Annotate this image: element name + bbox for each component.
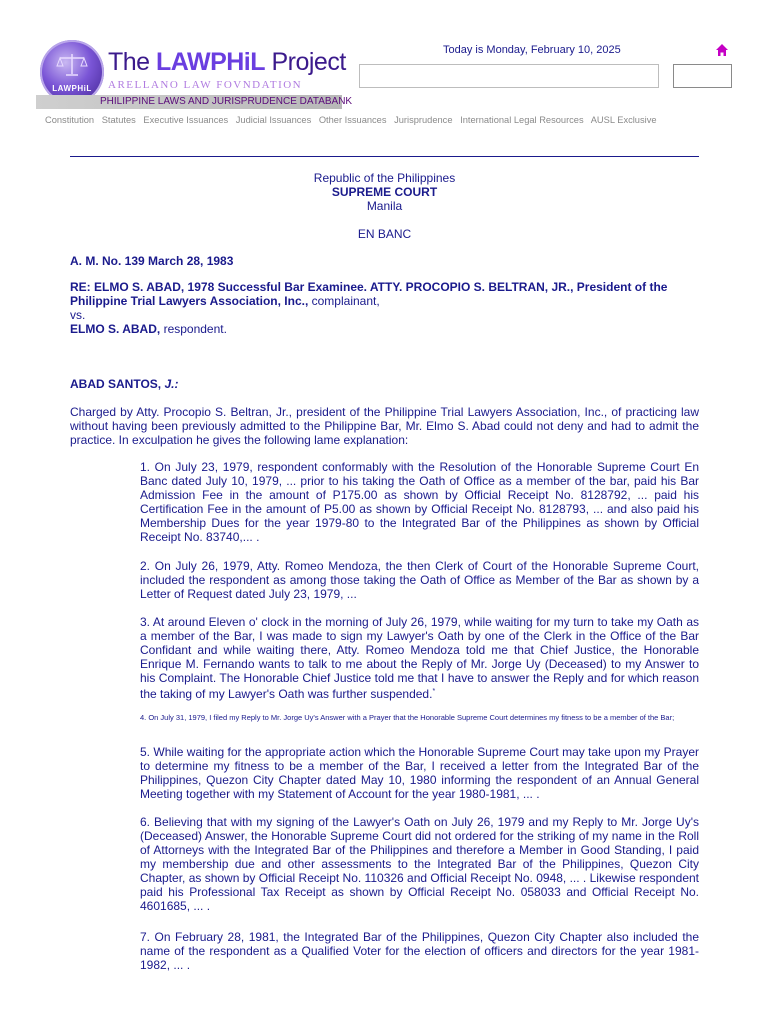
court-name: SUPREME COURT xyxy=(331,185,438,199)
case-number: A. M. No. 139 March 28, 1983 xyxy=(70,254,234,268)
nav-item-international-legal-resources[interactable]: International Legal Resources xyxy=(460,115,584,125)
ponente xyxy=(70,377,699,391)
main-nav xyxy=(45,115,662,125)
scales-of-justice-icon xyxy=(56,52,88,78)
intro-paragraph: Charged by Atty. Procopio S. Beltran, Jr., president of the Philippine Trial Lawyers Association, Inc., of practicing law without having been previously admitted to the Philippine Bar, Mr. Elmo S. Abad could not deny and had to admit the practice. In exculpation he gives the following lame explanation: xyxy=(70,405,699,447)
paragraph-2: 2. On July 26, 1979, Atty. Romeo Mendoza, the then Clerk of Court of the Honorable Supreme Court, included the respondent as among those taking the Oath of Office as Member of the Bar as shown by a Letter of Request dated July 23, 1979, ... xyxy=(140,559,699,601)
case-title-parties: RE: ELMO S. ABAD, 1978 Successful Bar Examinee. ATTY. PROCOPIO S. BELTRAN, JR., President of the Philippine Trial Lawyers Association, Inc., xyxy=(70,280,668,308)
databank-label: PHILIPPINE LAWS AND JURISPRUDENCE DATABANK xyxy=(100,96,353,107)
division-label: EN BANC xyxy=(357,227,412,241)
nav-item-other-issuances[interactable]: Other Issuances xyxy=(318,115,387,125)
paragraph-1: 1. On July 23, 1979, respondent conformably with the Resolution of the Honorable Supreme Court En Banc dated July 10, 1979, ... prior to his taking the Oath of Office as a member of the bar, paid his Bar Admission Fee in the amount of P175.00 as shown by Official Receipt No. 8128792, ... paid his Certification Fee in the amount of P5.00 as shown by Official Receipt No. 8128793, ... and also paid his Membership Dues for the year 1979-80 to the Integrated Bar of the Philippines as shown by Official Receipt No. 83740,... . xyxy=(140,460,699,544)
respondent-name: ELMO S. ABAD, xyxy=(70,322,161,336)
home-icon[interactable] xyxy=(715,43,729,57)
ponente-name: ABAD SANTOS, xyxy=(70,377,162,391)
site-title[interactable] xyxy=(108,48,346,77)
court-city: Manila xyxy=(366,199,403,213)
versus-label: vs. xyxy=(70,308,86,322)
paragraph-7: 7. On February 28, 1981, the Integrated Bar of the Philippines, Quezon City Chapter also included the name of the respondent as a Qualified Voter for the election of officers and directors for the year 1981-1982, ... . xyxy=(140,930,699,972)
search-button[interactable] xyxy=(673,64,732,88)
current-date: Today is Monday, February 10, 2025 xyxy=(443,44,621,56)
respondent-role: respondent. xyxy=(160,322,227,336)
paragraph-4: 4. On July 31, 1979, I filed my Reply to Mr. Jorge Uy's Answer with a Prayer that the Honorable Supreme Court determines my fitness to be a member of the Bar; xyxy=(140,713,675,722)
court-heading xyxy=(70,171,699,213)
ponente-title: J.: xyxy=(161,377,179,391)
paragraph-5: 5. While waiting for the appropriate action which the Honorable Supreme Court may take upon my Prayer to determine my fitness to be a member of the Bar, I received a letter from the Integrated Bar of the Philippines, Quezon City Chapter dated May 10, 1980 informing the respondent of an Annual General Meeting together with my Statement of Account for the year 1980-1981, ... . xyxy=(140,745,699,801)
foundation-name: ARELLANO LAW FOVNDATION xyxy=(108,79,303,91)
site-title-prefix: The xyxy=(108,48,157,76)
nav-item-constitution[interactable]: Constitution xyxy=(45,115,95,125)
site-title-brand: LAWPHiL xyxy=(156,48,266,76)
complainant-role: complainant, xyxy=(308,294,380,308)
nav-item-judicial-issuances[interactable]: Judicial Issuances xyxy=(235,115,312,125)
nav-item-ausl-exclusive[interactable]: AUSL Exclusive xyxy=(590,115,657,125)
site-header xyxy=(0,0,768,140)
nav-item-executive-issuances[interactable]: Executive Issuances xyxy=(143,115,229,125)
nav-item-jurisprudence[interactable]: Jurisprudence xyxy=(394,115,453,125)
paragraph-3 xyxy=(140,615,699,701)
republic-label: Republic of the Philippines xyxy=(313,171,456,185)
site-title-suffix: Project xyxy=(265,48,346,76)
paragraph-6: 6. Believing that with my signing of the Lawyer's Oath on July 26, 1979 and my Reply to Mr. Jorge Uy's (Deceased) Answer, the Honorable Supreme Court did not ordered for the striking of my name in the Roll of Attorneys with the Integrated Bar of the Philippines and therefore a Member in Good Standing, I paid my membership due and other assessments to the Integrated Bar of the Philippines, Quezon City Chapter, as shown by Official Receipt No. 110326 and Official Receipt No. 0948, ... . Likewise respondent paid his Professional Tax Receipt as shown by Official Receipt No. 058033 and Official Receipt No. 4601685, ... . xyxy=(140,815,699,913)
header-divider xyxy=(70,156,699,157)
case-title xyxy=(70,280,699,336)
logo-badge-text: LAWPHiL xyxy=(52,84,92,93)
footnote-mark[interactable]: * xyxy=(432,688,436,695)
nav-item-statutes[interactable]: Statutes xyxy=(101,115,136,125)
search-input[interactable] xyxy=(359,64,659,88)
paragraph-3-text: 3. At around Eleven o' clock in the morning of July 26, 1979, while waiting for my turn to take my Oath as a member of the Bar, I was made to sign my Lawyer's Oath by one of the Clerk in the Office of the Bar Confidant and while waiting there, Atty. Romeo Mendoza told me that Chief Justice, the Honorable Enrique M. Fernando wants to talk to me about the Reply of Mr. Jorge Uy (Deceased) to my Answer to his Complaint. The Honorable Chief Justice told me that I have to answer the Reply and for which reason the taking of my Lawyer's Oath was further suspended. xyxy=(140,615,699,701)
